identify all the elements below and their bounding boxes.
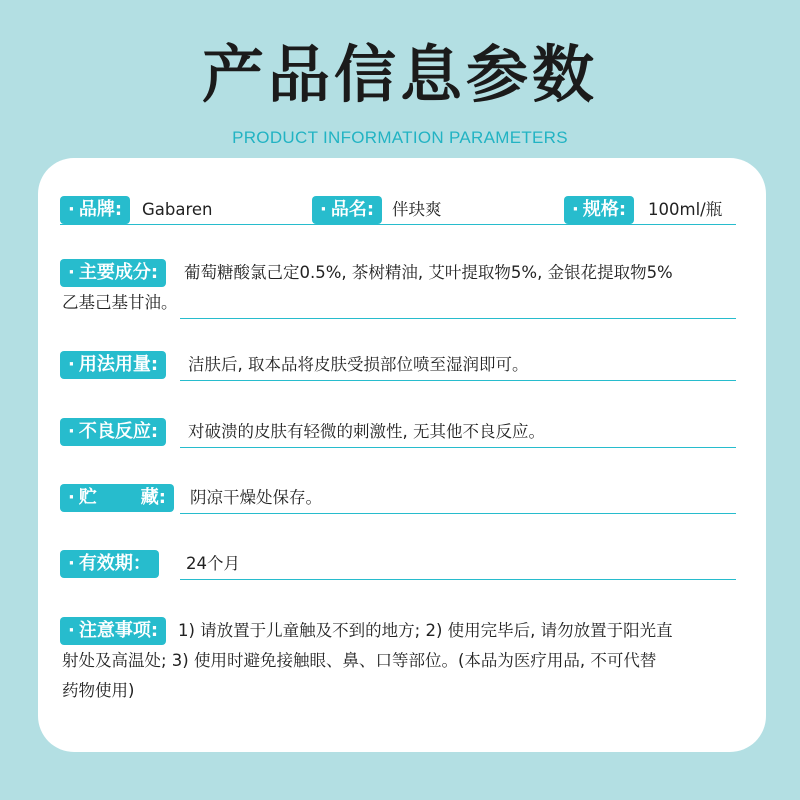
notes-tag: · 注意事项: [60, 617, 166, 645]
page-subtitle: PRODUCT INFORMATION PARAMETERS [232, 128, 568, 147]
divider [180, 579, 736, 580]
adverse-value: 对破溃的皮肤有轻微的刺激性, 无其他不良反应。 [188, 422, 545, 441]
name-tag: · 品名: [312, 196, 382, 224]
divider [180, 447, 736, 448]
validity-tag: · 有效期： [60, 550, 159, 578]
ingredients-line2: 乙基己基甘油。 [62, 293, 178, 312]
storage-value: 阴凉干燥处保存。 [190, 488, 322, 507]
storage-tag: · 贮 藏: [60, 484, 174, 512]
ingredients-line1: 葡萄糖酸氯己定0.5%, 茶树精油, 艾叶提取物5%, 金银花提取物5% [184, 263, 673, 282]
usage-value: 洁肤后, 取本品将皮肤受损部位喷至湿润即可。 [188, 355, 529, 374]
brand-value: Gabaren [142, 200, 213, 219]
ingredients-tag: · 主要成分: [60, 259, 166, 287]
brand-tag: · 品牌: [60, 196, 130, 224]
name-value: 伴玦爽 [392, 200, 442, 219]
validity-value: 24个月 [186, 554, 240, 573]
notes-line2: 射处及高温处; 3) 使用时避免接触眼、鼻、口等部位。(本品为医疗用品, 不可代替 [62, 651, 657, 670]
adverse-tag: · 不良反应: [60, 418, 166, 446]
divider [180, 513, 736, 514]
divider [180, 318, 736, 319]
notes-line3: 药物使用) [62, 681, 135, 700]
spec-value: 100ml/瓶 [648, 200, 723, 219]
usage-tag: · 用法用量: [60, 351, 166, 379]
spec-tag: · 规格: [564, 196, 634, 224]
notes-line1: 1) 请放置于儿童触及不到的地方; 2) 使用完毕后, 请勿放置于阳光直 [178, 621, 673, 640]
page-title: 产品信息参数 [201, 38, 598, 111]
divider [60, 224, 736, 225]
divider [180, 380, 736, 381]
